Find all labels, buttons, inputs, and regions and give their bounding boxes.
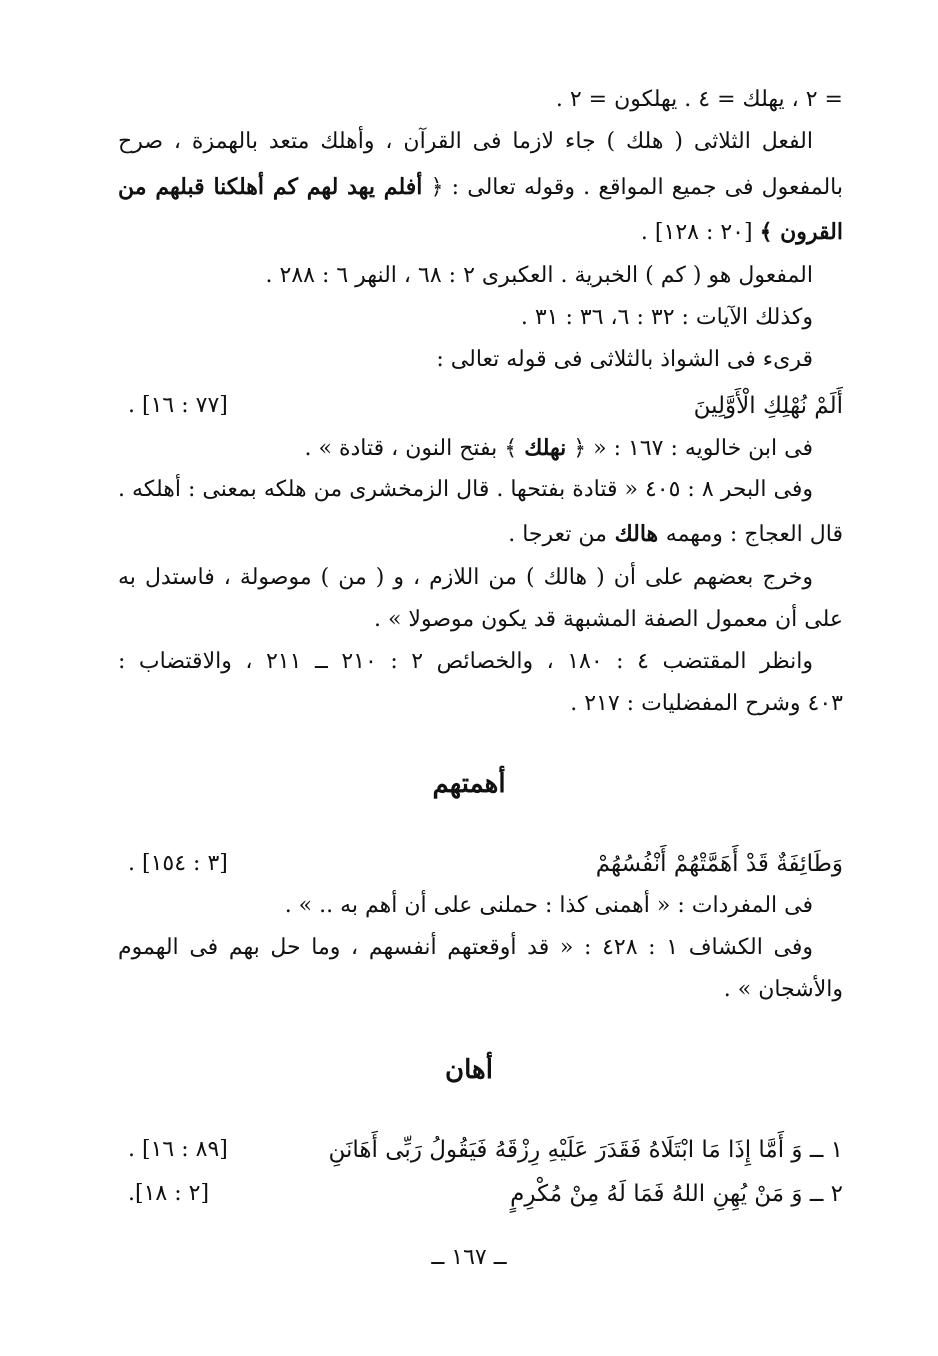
quran-verse-row (118, 842, 843, 886)
line-text: فى ابن خالويه : ١٦٧ : « ﴿ (573, 436, 813, 461)
line-text: قال العجاج : ومهمه (665, 522, 843, 547)
line-text: = ٢ ، يهلك = ٤ . يهلكون = ٢ . (555, 87, 843, 112)
quran-verse: وَطَائِفَةٌ قَدْ أَهَمَّتْهُمْ أَنْفُسُهُمْ (595, 851, 843, 877)
line-text: وكذلك الآيات : ٣٢ : ٦، ٣٦ : ٣١ . (520, 305, 813, 330)
emphasized-word: هالك (606, 521, 666, 547)
text-line-12 (118, 600, 843, 640)
line-text: فى المفردات : « أهمنى كذا : حملنى على أن أهم به .. » . (284, 893, 813, 918)
line-text: ٤٠٣ وشرح المفضليات : ٢١٧ . (570, 691, 843, 716)
verse-reference: [٧٧ : ١٦] . (128, 393, 228, 418)
line-text: قرىء فى الشواذ بالثلاثى فى قوله تعالى : (436, 347, 813, 372)
text-line-14 (118, 684, 843, 724)
line-text: الفعل الثلاثى ( هلك ) جاء لازما فى القرآن ، وأهلك متعد بالهمزة ، صرح (118, 129, 813, 154)
text-line-2 (118, 122, 843, 162)
line-text: من تعرجا . (508, 522, 607, 547)
text-line-1 (118, 80, 843, 120)
quran-quote: أفلم يهد لهم كم أهلكنا قبلهم من (118, 174, 423, 200)
text-line-11 (118, 558, 843, 598)
text-line-9 (118, 470, 843, 510)
text-line-4 (118, 212, 843, 252)
verse-reference: [٢٠ : ١٢٨] . (640, 220, 760, 245)
text-line-17 (118, 970, 843, 1010)
line-text: وفى البحر ٨ : ٤٠٥ « قتادة بفتحها . قال الزمخشرى من هلكه بمعنى : أهلكه . (118, 477, 813, 502)
quran-verse-row (118, 1172, 843, 1216)
text-line-16 (118, 928, 843, 968)
quran-quote: القرون ﴾ (759, 219, 843, 245)
quran-verse: ١ ــ وَ أَمَّا إِذَا مَا ابْتَلَاهُ فَقَدَرَ عَلَيْهِ رِزْقَهُ فَيَقُولُ رَبِّى أَهَانَنِ (328, 1137, 843, 1163)
text-line-8 (118, 428, 843, 468)
quran-verse-row (118, 1128, 843, 1172)
text-line-15 (118, 886, 843, 926)
quran-verse: أَلَمْ نُهْلِكِ الْأَوَّلِينَ (693, 393, 843, 419)
line-text: وخرج بعضهم على أن ( هالك ) من اللازم ، و ( من ) موصولة ، فاستدل به (118, 565, 813, 590)
verse-reference: [٣ : ١٥٤] . (128, 851, 228, 876)
quran-verse: ٢ ــ وَ مَنْ يُهِنِ اللهُ فَمَا لَهُ مِنْ مُكْرِمٍ (510, 1181, 843, 1207)
page-number: ــ ١٦٧ ــ (431, 1245, 507, 1270)
line-text: بالمفعول فى جميع المواقع . وقوله تعالى : ﴿ (430, 175, 843, 200)
verse-reference: [٢ : ١٨]. (128, 1181, 210, 1206)
line-text: والأشجان » . (723, 977, 843, 1002)
quran-word: نهلك (524, 435, 567, 461)
text-line-3 (118, 167, 843, 207)
line-text: وانظر المقتضب ٤ : ١٨٠ ، والخصائص ٢ : ٢١٠ ــ ٢١١ ، والاقتضاب : (118, 649, 813, 674)
text-line-5 (118, 256, 843, 296)
line-text: على أن معمول الصفة المشبهة قد يكون موصولا » . (373, 607, 843, 632)
text-line-6 (118, 298, 843, 338)
text-line-13 (118, 642, 843, 682)
section-heading-ahammathum: أهمتهم (432, 769, 506, 799)
line-text: ﴾ بفتح النون ، قتادة » . (304, 436, 518, 461)
text-line-7 (118, 340, 843, 380)
text-line-10 (118, 514, 843, 554)
quran-verse-row (118, 384, 843, 428)
verse-reference: [٨٩ : ١٦] . (128, 1137, 228, 1162)
line-text: المفعول هو ( كم ) الخبرية . العكبرى ٢ : ٦٨ ، النهر ٦ : ٢٨٨ . (265, 263, 813, 288)
line-text: وفى الكشاف ١ : ٤٢٨ : « قد أوقعتهم أنفسهم ، وما حل بهم فى الهموم (118, 935, 813, 960)
section-heading-ahana: أهان (445, 1055, 493, 1085)
